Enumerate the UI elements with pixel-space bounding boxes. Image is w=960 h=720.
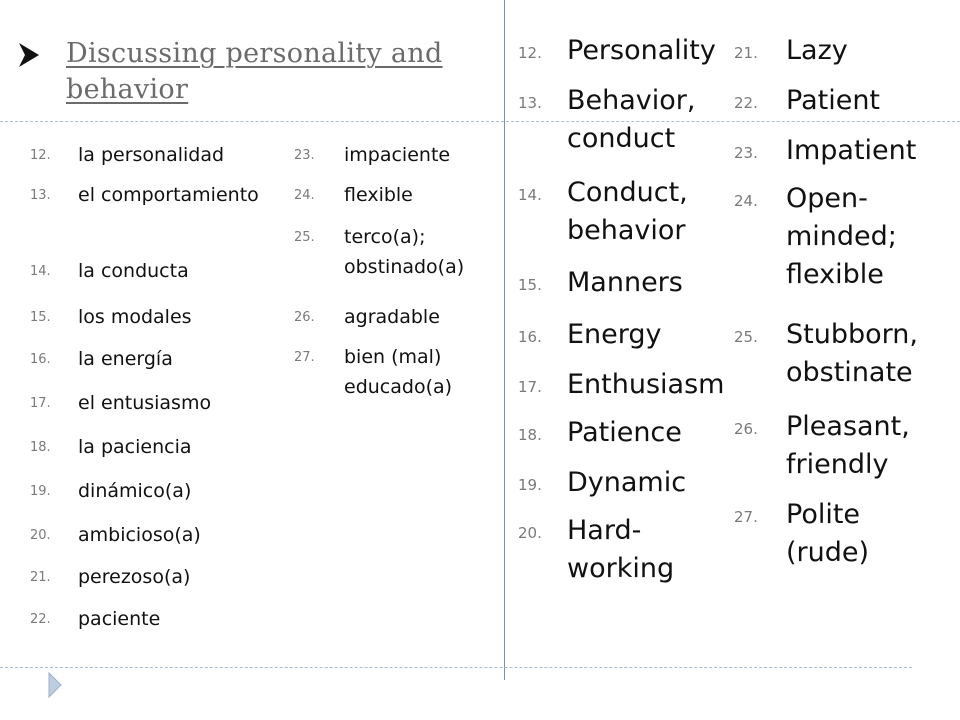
item-number: 24. [294, 188, 315, 203]
item-number: 15. [518, 276, 542, 294]
item-text: paciente [78, 608, 161, 630]
item-text: Stubborn, obstinate [786, 319, 918, 388]
item-number: 26. [734, 420, 758, 438]
item-number: 27. [734, 508, 758, 526]
page-title: Discussing personality and behavior [66, 38, 443, 105]
item-text: Pleasant, friendly [786, 411, 910, 480]
item-text: Conduct, behavior [567, 177, 688, 246]
item-number: 18. [30, 440, 51, 455]
item-number: 17. [518, 378, 542, 396]
item-number: 20. [518, 524, 542, 542]
item-number: 26. [294, 310, 315, 325]
item-text: Polite (rude) [786, 499, 870, 568]
item-number: 19. [30, 484, 51, 499]
column-divider [504, 0, 505, 680]
item-number: 19. [518, 476, 542, 494]
item-text: agradable [344, 306, 440, 328]
slide-bullet-icon [47, 671, 63, 699]
item-text: Hard-working [567, 515, 675, 584]
item-text: Patience [567, 417, 682, 448]
item-number: 15. [30, 310, 51, 325]
item-text: la conducta [78, 260, 189, 282]
item-text: la energía [78, 348, 173, 370]
item-text: el entusiasmo [78, 392, 212, 414]
item-text: los modales [78, 306, 192, 328]
item-number: 22. [30, 612, 51, 627]
item-number: 23. [294, 148, 315, 163]
item-number: 23. [734, 144, 758, 162]
item-text: Energy [567, 319, 662, 350]
item-text: Personality [567, 35, 716, 66]
item-text: Dynamic [567, 467, 687, 498]
item-number: 22. [734, 94, 758, 112]
item-number: 27. [294, 350, 315, 365]
item-number: 12. [30, 148, 51, 163]
item-number: 24. [734, 192, 758, 210]
item-number: 20. [30, 528, 51, 543]
item-number: 14. [518, 186, 542, 204]
item-number: 16. [518, 328, 542, 346]
item-text: la paciencia [78, 436, 192, 458]
item-number: 13. [30, 188, 51, 203]
top-dashed-rule [0, 121, 960, 122]
item-number: 14. [30, 264, 51, 279]
item-text: dinámico(a) [78, 480, 192, 502]
item-number: 12. [518, 44, 542, 62]
item-text: Open-minded; flexible [786, 183, 897, 290]
item-text: Patient [786, 85, 881, 116]
item-text: terco(a); obstinado(a) [344, 226, 465, 278]
item-number: 25. [294, 230, 315, 245]
item-text: Lazy [786, 35, 848, 66]
item-text: Manners [567, 267, 683, 298]
item-text: bien (mal) educado(a) [344, 346, 453, 398]
item-text: el comportamiento [78, 184, 259, 206]
item-number: 18. [518, 426, 542, 444]
item-text: impaciente [344, 144, 451, 166]
item-text: ambicioso(a) [78, 524, 201, 546]
item-number: 17. [30, 396, 51, 411]
item-text: perezoso(a) [78, 566, 191, 588]
item-number: 21. [30, 570, 51, 585]
item-text: Enthusiasm [567, 369, 725, 400]
item-text: Impatient [786, 135, 917, 166]
item-number: 21. [734, 44, 758, 62]
item-text: la personalidad [78, 144, 225, 166]
bottom-dashed-rule [0, 667, 912, 668]
item-number: 25. [734, 328, 758, 346]
item-number: 13. [518, 94, 542, 112]
item-text: flexible [344, 184, 413, 206]
arrow-bullet-icon [18, 42, 40, 68]
item-text: Behavior, conduct [567, 85, 696, 154]
item-number: 16. [30, 352, 51, 367]
